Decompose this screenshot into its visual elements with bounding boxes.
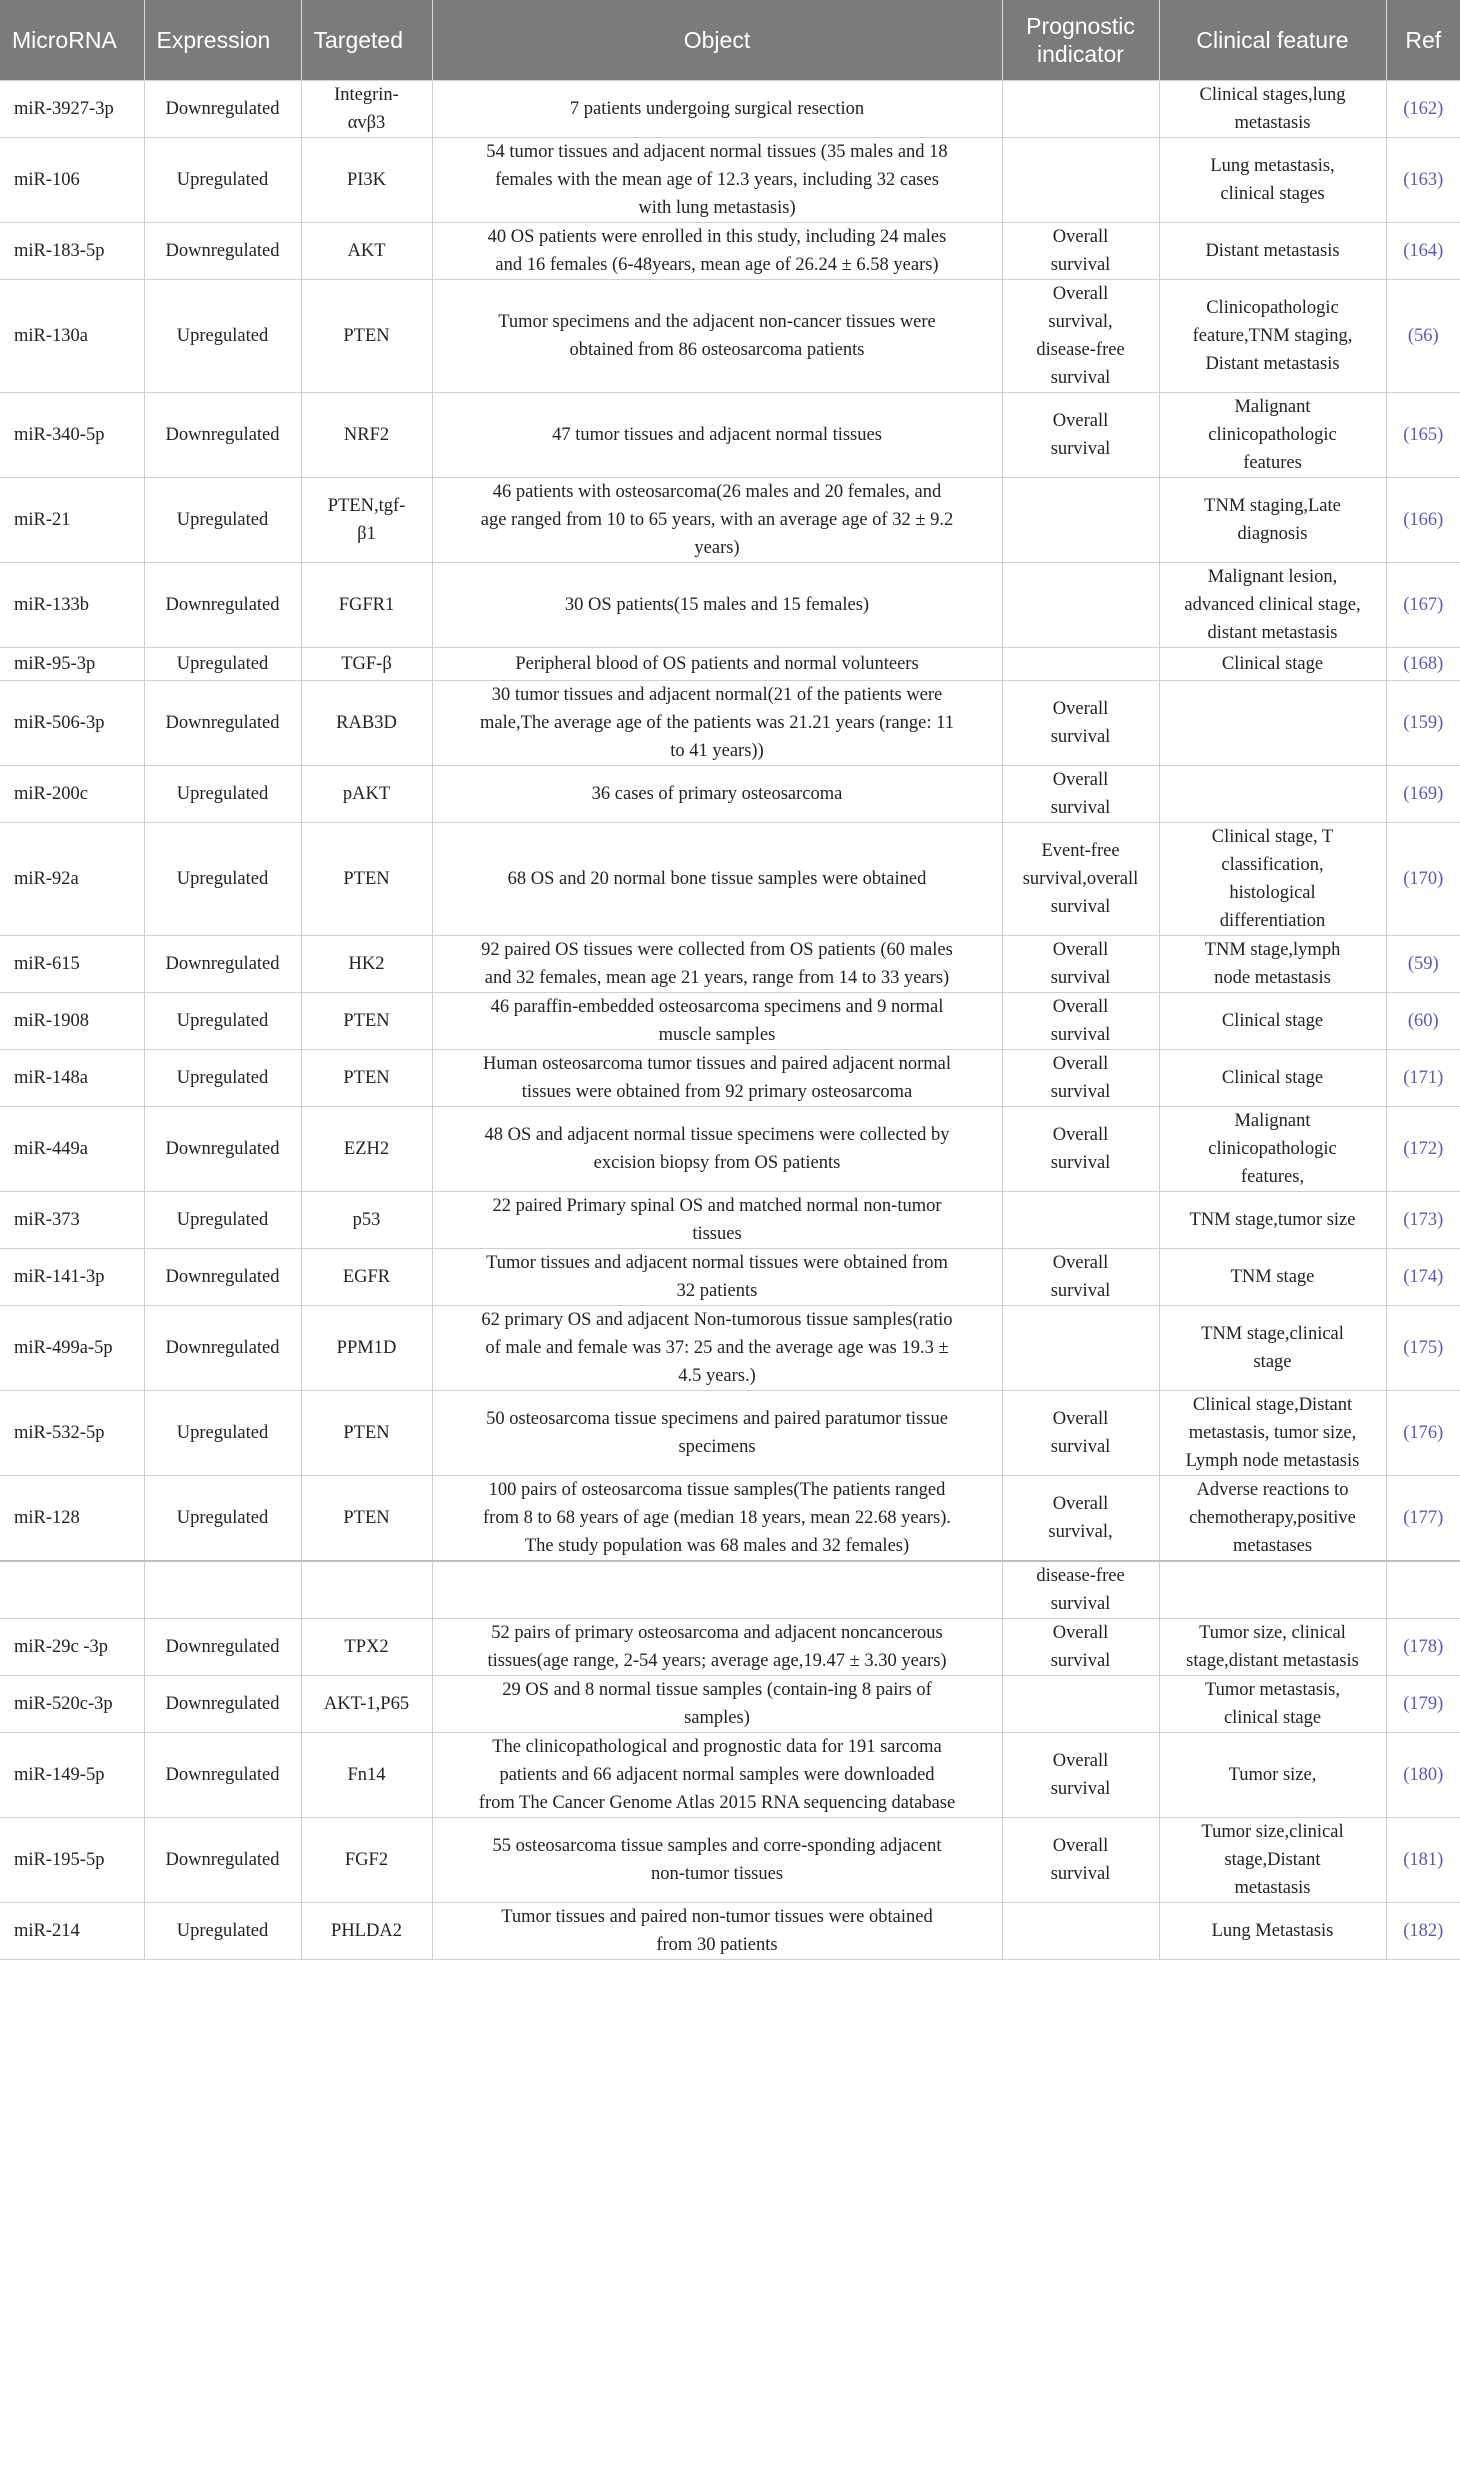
cell-expression: Upregulated bbox=[144, 280, 301, 393]
cell-microrna: miR-130a bbox=[0, 280, 144, 393]
cell-microrna: miR-200c bbox=[0, 766, 144, 823]
cell-object: Tumor tissues and adjacent normal tissues were obtained from 32 patients bbox=[432, 1249, 1002, 1306]
cell-object: 40 OS patients were enrolled in this study, including 24 males and 16 females (6-48years, mean age of 26.24 ± 6.58 years) bbox=[432, 223, 1002, 280]
cell-prognostic-indicator: Overall survival bbox=[1002, 1050, 1159, 1107]
cell-object: 30 tumor tissues and adjacent normal(21 of the patients were male,The average age of the patients was 21.21 years (range: 11 to 41 years)) bbox=[432, 681, 1002, 766]
cell-clinical-feature: Adverse reactions to chemotherapy,positive metastases bbox=[1159, 1476, 1386, 1562]
table-row bbox=[0, 1733, 1460, 1818]
cell-expression: Upregulated bbox=[144, 648, 301, 681]
cell-targeted: pAKT bbox=[301, 766, 432, 823]
cell-expression: Downregulated bbox=[144, 1676, 301, 1733]
cell-clinical-feature: TNM stage,lymph node metastasis bbox=[1159, 936, 1386, 993]
cell-prognostic-indicator: Overall survival bbox=[1002, 681, 1159, 766]
cell-ref[interactable]: (179) bbox=[1386, 1676, 1460, 1733]
cell-targeted bbox=[301, 1561, 432, 1619]
table-row bbox=[0, 1107, 1460, 1192]
cell-prognostic-indicator: Overall survival bbox=[1002, 993, 1159, 1050]
cell-expression: Downregulated bbox=[144, 81, 301, 138]
cell-object: 46 paraffin-embedded osteosarcoma specimens and 9 normal muscle samples bbox=[432, 993, 1002, 1050]
cell-prognostic-indicator: Overall survival bbox=[1002, 936, 1159, 993]
cell-clinical-feature: Tumor size, bbox=[1159, 1733, 1386, 1818]
cell-prognostic-indicator bbox=[1002, 138, 1159, 223]
cell-expression: Upregulated bbox=[144, 478, 301, 563]
table-row bbox=[0, 1676, 1460, 1733]
cell-clinical-feature: Malignant lesion, advanced clinical stage, distant metastasis bbox=[1159, 563, 1386, 648]
cell-clinical-feature: Clinical stage bbox=[1159, 648, 1386, 681]
cell-object: 7 patients undergoing surgical resection bbox=[432, 81, 1002, 138]
cell-targeted: PTEN,tgf- β1 bbox=[301, 478, 432, 563]
table-row bbox=[0, 563, 1460, 648]
cell-microrna: miR-195-5p bbox=[0, 1818, 144, 1903]
header-ref: Ref bbox=[1386, 0, 1460, 81]
table-row bbox=[0, 393, 1460, 478]
cell-clinical-feature bbox=[1159, 681, 1386, 766]
cell-microrna: miR-29c -3p bbox=[0, 1619, 144, 1676]
cell-object: 46 patients with osteosarcoma(26 males and 20 females, and age ranged from 10 to 65 years, with an average age of 32 ± 9.2 years) bbox=[432, 478, 1002, 563]
cell-targeted: PTEN bbox=[301, 823, 432, 936]
cell-ref[interactable]: (172) bbox=[1386, 1107, 1460, 1192]
cell-clinical-feature: Clinical stages,lung metastasis bbox=[1159, 81, 1386, 138]
cell-microrna: miR-92a bbox=[0, 823, 144, 936]
cell-object bbox=[432, 1561, 1002, 1619]
cell-targeted: PHLDA2 bbox=[301, 1903, 432, 1960]
cell-ref[interactable]: (180) bbox=[1386, 1733, 1460, 1818]
cell-microrna: miR-449a bbox=[0, 1107, 144, 1192]
cell-ref[interactable]: (168) bbox=[1386, 648, 1460, 681]
cell-ref[interactable]: (163) bbox=[1386, 138, 1460, 223]
cell-ref[interactable]: (171) bbox=[1386, 1050, 1460, 1107]
cell-ref[interactable]: (159) bbox=[1386, 681, 1460, 766]
cell-microrna bbox=[0, 1561, 144, 1619]
cell-object: 68 OS and 20 normal bone tissue samples were obtained bbox=[432, 823, 1002, 936]
cell-prognostic-indicator bbox=[1002, 81, 1159, 138]
cell-expression bbox=[144, 1561, 301, 1619]
table-row bbox=[0, 478, 1460, 563]
cell-object: Human osteosarcoma tumor tissues and paired adjacent normal tissues were obtained from 92 primary osteosarcoma bbox=[432, 1050, 1002, 1107]
cell-expression: Downregulated bbox=[144, 1306, 301, 1391]
cell-clinical-feature: Tumor size,clinical stage,Distant metastasis bbox=[1159, 1818, 1386, 1903]
cell-ref[interactable]: (166) bbox=[1386, 478, 1460, 563]
cell-targeted: RAB3D bbox=[301, 681, 432, 766]
cell-expression: Downregulated bbox=[144, 936, 301, 993]
cell-targeted: PTEN bbox=[301, 1391, 432, 1476]
cell-ref[interactable]: (167) bbox=[1386, 563, 1460, 648]
table-row bbox=[0, 1818, 1460, 1903]
cell-ref[interactable]: (170) bbox=[1386, 823, 1460, 936]
cell-prognostic-indicator: Overall survival bbox=[1002, 766, 1159, 823]
cell-prognostic-indicator bbox=[1002, 478, 1159, 563]
cell-clinical-feature: Malignant clinicopathologic features bbox=[1159, 393, 1386, 478]
cell-prognostic-indicator: Overall survival bbox=[1002, 1733, 1159, 1818]
cell-prognostic-indicator: Overall survival bbox=[1002, 223, 1159, 280]
table-row bbox=[0, 223, 1460, 280]
cell-expression: Upregulated bbox=[144, 1192, 301, 1249]
cell-targeted: PTEN bbox=[301, 1476, 432, 1562]
cell-ref[interactable]: (178) bbox=[1386, 1619, 1460, 1676]
cell-targeted: EGFR bbox=[301, 1249, 432, 1306]
cell-object: 29 OS and 8 normal tissue samples (contain-ing 8 pairs of samples) bbox=[432, 1676, 1002, 1733]
cell-targeted: AKT-1,P65 bbox=[301, 1676, 432, 1733]
cell-prognostic-indicator: disease-free survival bbox=[1002, 1561, 1159, 1619]
cell-object: 92 paired OS tissues were collected from OS patients (60 males and 32 females, mean age 21 years, range from 14 to 33 years) bbox=[432, 936, 1002, 993]
cell-expression: Upregulated bbox=[144, 1476, 301, 1562]
cell-object: 30 OS patients(15 males and 15 females) bbox=[432, 563, 1002, 648]
cell-object: Tumor specimens and the adjacent non-cancer tissues were obtained from 86 osteosarcoma patients bbox=[432, 280, 1002, 393]
cell-prognostic-indicator: Overall survival bbox=[1002, 1107, 1159, 1192]
cell-prognostic-indicator: Overall survival bbox=[1002, 1391, 1159, 1476]
table-row bbox=[0, 1192, 1460, 1249]
table-row bbox=[0, 138, 1460, 223]
cell-expression: Upregulated bbox=[144, 1391, 301, 1476]
cell-targeted: FGFR1 bbox=[301, 563, 432, 648]
cell-expression: Downregulated bbox=[144, 1107, 301, 1192]
cell-clinical-feature bbox=[1159, 766, 1386, 823]
cell-targeted: PTEN bbox=[301, 280, 432, 393]
header-clinical-feature: Clinical feature bbox=[1159, 0, 1386, 81]
cell-microrna: miR-106 bbox=[0, 138, 144, 223]
cell-expression: Downregulated bbox=[144, 393, 301, 478]
cell-ref[interactable]: (177) bbox=[1386, 1476, 1460, 1562]
table-row bbox=[0, 1391, 1460, 1476]
cell-expression: Upregulated bbox=[144, 823, 301, 936]
cell-microrna: miR-499a-5p bbox=[0, 1306, 144, 1391]
cell-ref[interactable] bbox=[1386, 1561, 1460, 1619]
cell-microrna: miR-141-3p bbox=[0, 1249, 144, 1306]
table-row bbox=[0, 280, 1460, 393]
cell-ref[interactable]: (173) bbox=[1386, 1192, 1460, 1249]
cell-targeted: PTEN bbox=[301, 993, 432, 1050]
cell-targeted: Integrin- αvβ3 bbox=[301, 81, 432, 138]
cell-object: 55 osteosarcoma tissue samples and corre-sponding adjacent non-tumor tissues bbox=[432, 1818, 1002, 1903]
cell-clinical-feature: Lung metastasis, clinical stages bbox=[1159, 138, 1386, 223]
cell-expression: Upregulated bbox=[144, 138, 301, 223]
table-row bbox=[0, 1249, 1460, 1306]
cell-targeted: HK2 bbox=[301, 936, 432, 993]
cell-clinical-feature: Clinical stage, T classification, histological differentiation bbox=[1159, 823, 1386, 936]
cell-ref[interactable]: (181) bbox=[1386, 1818, 1460, 1903]
header-row bbox=[0, 0, 1460, 81]
cell-ref[interactable]: (169) bbox=[1386, 766, 1460, 823]
cell-object: 100 pairs of osteosarcoma tissue samples(The patients ranged from 8 to 68 years of age (median 18 years, mean 22.68 years). The study population was 68 males and 32 females) bbox=[432, 1476, 1002, 1562]
cell-clinical-feature: Clinical stage bbox=[1159, 993, 1386, 1050]
cell-prognostic-indicator bbox=[1002, 1306, 1159, 1391]
cell-clinical-feature: TNM staging,Late diagnosis bbox=[1159, 478, 1386, 563]
table-row bbox=[0, 766, 1460, 823]
cell-microrna: miR-3927-3p bbox=[0, 81, 144, 138]
header-prognostic-indicator: Prognostic indicator bbox=[1002, 0, 1159, 81]
cell-clinical-feature: TNM stage,tumor size bbox=[1159, 1192, 1386, 1249]
cell-expression: Downregulated bbox=[144, 1619, 301, 1676]
cell-prognostic-indicator: Overall survival, bbox=[1002, 1476, 1159, 1562]
cell-prognostic-indicator: Overall survival bbox=[1002, 393, 1159, 478]
cell-object: Peripheral blood of OS patients and normal volunteers bbox=[432, 648, 1002, 681]
cell-prognostic-indicator bbox=[1002, 1192, 1159, 1249]
cell-microrna: miR-520c-3p bbox=[0, 1676, 144, 1733]
table-row bbox=[0, 681, 1460, 766]
cell-targeted: FGF2 bbox=[301, 1818, 432, 1903]
cell-expression: Downregulated bbox=[144, 681, 301, 766]
cell-object: Tumor tissues and paired non-tumor tissues were obtained from 30 patients bbox=[432, 1903, 1002, 1960]
table-row bbox=[0, 1619, 1460, 1676]
cell-microrna: miR-615 bbox=[0, 936, 144, 993]
cell-clinical-feature: Tumor metastasis, clinical stage bbox=[1159, 1676, 1386, 1733]
cell-clinical-feature: TNM stage,clinical stage bbox=[1159, 1306, 1386, 1391]
cell-clinical-feature: Distant metastasis bbox=[1159, 223, 1386, 280]
cell-object: 62 primary OS and adjacent Non-tumorous tissue samples(ratio of male and female was 37: 25 and the average age was 19.3 ± 4.5 years.) bbox=[432, 1306, 1002, 1391]
cell-microrna: miR-532-5p bbox=[0, 1391, 144, 1476]
cell-object: 52 pairs of primary osteosarcoma and adjacent noncancerous tissues(age range, 2-54 years; average age,19.47 ± 3.30 years) bbox=[432, 1619, 1002, 1676]
cell-expression: Downregulated bbox=[144, 563, 301, 648]
table-row bbox=[0, 823, 1460, 936]
cell-targeted: p53 bbox=[301, 1192, 432, 1249]
cell-expression: Downregulated bbox=[144, 1249, 301, 1306]
cell-ref[interactable]: (176) bbox=[1386, 1391, 1460, 1476]
cell-microrna: miR-95-3p bbox=[0, 648, 144, 681]
cell-ref[interactable]: (164) bbox=[1386, 223, 1460, 280]
table-row bbox=[0, 936, 1460, 993]
cell-targeted: Fn14 bbox=[301, 1733, 432, 1818]
cell-expression: Upregulated bbox=[144, 1903, 301, 1960]
cell-ref[interactable]: (60) bbox=[1386, 993, 1460, 1050]
cell-targeted: PI3K bbox=[301, 138, 432, 223]
cell-ref[interactable]: (165) bbox=[1386, 393, 1460, 478]
cell-prognostic-indicator bbox=[1002, 1903, 1159, 1960]
cell-ref[interactable]: (56) bbox=[1386, 280, 1460, 393]
cell-microrna: miR-133b bbox=[0, 563, 144, 648]
cell-object: 54 tumor tissues and adjacent normal tissues (35 males and 18 females with the mean age of 12.3 years, including 32 cases with lung metastasis) bbox=[432, 138, 1002, 223]
cell-microrna: miR-183-5p bbox=[0, 223, 144, 280]
table-row bbox=[0, 993, 1460, 1050]
cell-ref[interactable]: (174) bbox=[1386, 1249, 1460, 1306]
table-row bbox=[0, 1306, 1460, 1391]
cell-microrna: miR-148a bbox=[0, 1050, 144, 1107]
cell-clinical-feature: Lung Metastasis bbox=[1159, 1903, 1386, 1960]
header-targeted: Targeted bbox=[301, 0, 432, 81]
cell-clinical-feature: Clinicopathologic feature,TNM staging, Distant metastasis bbox=[1159, 280, 1386, 393]
cell-microrna: miR-214 bbox=[0, 1903, 144, 1960]
cell-targeted: NRF2 bbox=[301, 393, 432, 478]
header-microrna: MicroRNA bbox=[0, 0, 144, 81]
cell-microrna: miR-340-5p bbox=[0, 393, 144, 478]
cell-targeted: TGF-β bbox=[301, 648, 432, 681]
cell-targeted: PTEN bbox=[301, 1050, 432, 1107]
cell-object: 48 OS and adjacent normal tissue specimens were collected by excision biopsy from OS patients bbox=[432, 1107, 1002, 1192]
cell-microrna: miR-1908 bbox=[0, 993, 144, 1050]
table-row bbox=[0, 1476, 1460, 1562]
cell-object: 47 tumor tissues and adjacent normal tissues bbox=[432, 393, 1002, 478]
cell-object: 22 paired Primary spinal OS and matched normal non-tumor tissues bbox=[432, 1192, 1002, 1249]
cell-prognostic-indicator bbox=[1002, 563, 1159, 648]
cell-prognostic-indicator: Overall survival, disease-free survival bbox=[1002, 280, 1159, 393]
cell-prognostic-indicator: Overall survival bbox=[1002, 1619, 1159, 1676]
cell-object: 50 osteosarcoma tissue specimens and paired paratumor tissue specimens bbox=[432, 1391, 1002, 1476]
cell-prognostic-indicator: Overall survival bbox=[1002, 1249, 1159, 1306]
cell-expression: Downregulated bbox=[144, 1818, 301, 1903]
cell-ref[interactable]: (175) bbox=[1386, 1306, 1460, 1391]
table-row bbox=[0, 1903, 1460, 1960]
cell-microrna: miR-21 bbox=[0, 478, 144, 563]
cell-ref[interactable]: (182) bbox=[1386, 1903, 1460, 1960]
table-row bbox=[0, 1561, 1460, 1619]
table-row bbox=[0, 1050, 1460, 1107]
cell-microrna: miR-373 bbox=[0, 1192, 144, 1249]
cell-microrna: miR-506-3p bbox=[0, 681, 144, 766]
cell-expression: Upregulated bbox=[144, 766, 301, 823]
cell-ref[interactable]: (162) bbox=[1386, 81, 1460, 138]
cell-expression: Upregulated bbox=[144, 993, 301, 1050]
cell-prognostic-indicator bbox=[1002, 1676, 1159, 1733]
cell-targeted: EZH2 bbox=[301, 1107, 432, 1192]
cell-clinical-feature: TNM stage bbox=[1159, 1249, 1386, 1306]
cell-clinical-feature: Malignant clinicopathologic features, bbox=[1159, 1107, 1386, 1192]
cell-expression: Downregulated bbox=[144, 223, 301, 280]
cell-microrna: miR-128 bbox=[0, 1476, 144, 1562]
table-row bbox=[0, 81, 1460, 138]
table-row bbox=[0, 648, 1460, 681]
cell-prognostic-indicator: Event-free survival,overall survival bbox=[1002, 823, 1159, 936]
cell-prognostic-indicator: Overall survival bbox=[1002, 1818, 1159, 1903]
cell-clinical-feature: Clinical stage,Distant metastasis, tumor size, Lymph node metastasis bbox=[1159, 1391, 1386, 1476]
cell-targeted: TPX2 bbox=[301, 1619, 432, 1676]
cell-targeted: PPM1D bbox=[301, 1306, 432, 1391]
header-object: Object bbox=[432, 0, 1002, 81]
cell-ref[interactable]: (59) bbox=[1386, 936, 1460, 993]
cell-targeted: AKT bbox=[301, 223, 432, 280]
cell-object: The clinicopathological and prognostic data for 191 sarcoma patients and 66 adjacent normal samples were downloaded from The Cancer Genome Atlas 2015 RNA sequencing database bbox=[432, 1733, 1002, 1818]
cell-expression: Upregulated bbox=[144, 1050, 301, 1107]
cell-clinical-feature: Tumor size, clinical stage,distant metastasis bbox=[1159, 1619, 1386, 1676]
cell-microrna: miR-149-5p bbox=[0, 1733, 144, 1818]
cell-clinical-feature bbox=[1159, 1561, 1386, 1619]
cell-expression: Downregulated bbox=[144, 1733, 301, 1818]
cell-prognostic-indicator bbox=[1002, 648, 1159, 681]
header-expression: Expression bbox=[144, 0, 301, 81]
cell-object: 36 cases of primary osteosarcoma bbox=[432, 766, 1002, 823]
cell-clinical-feature: Clinical stage bbox=[1159, 1050, 1386, 1107]
